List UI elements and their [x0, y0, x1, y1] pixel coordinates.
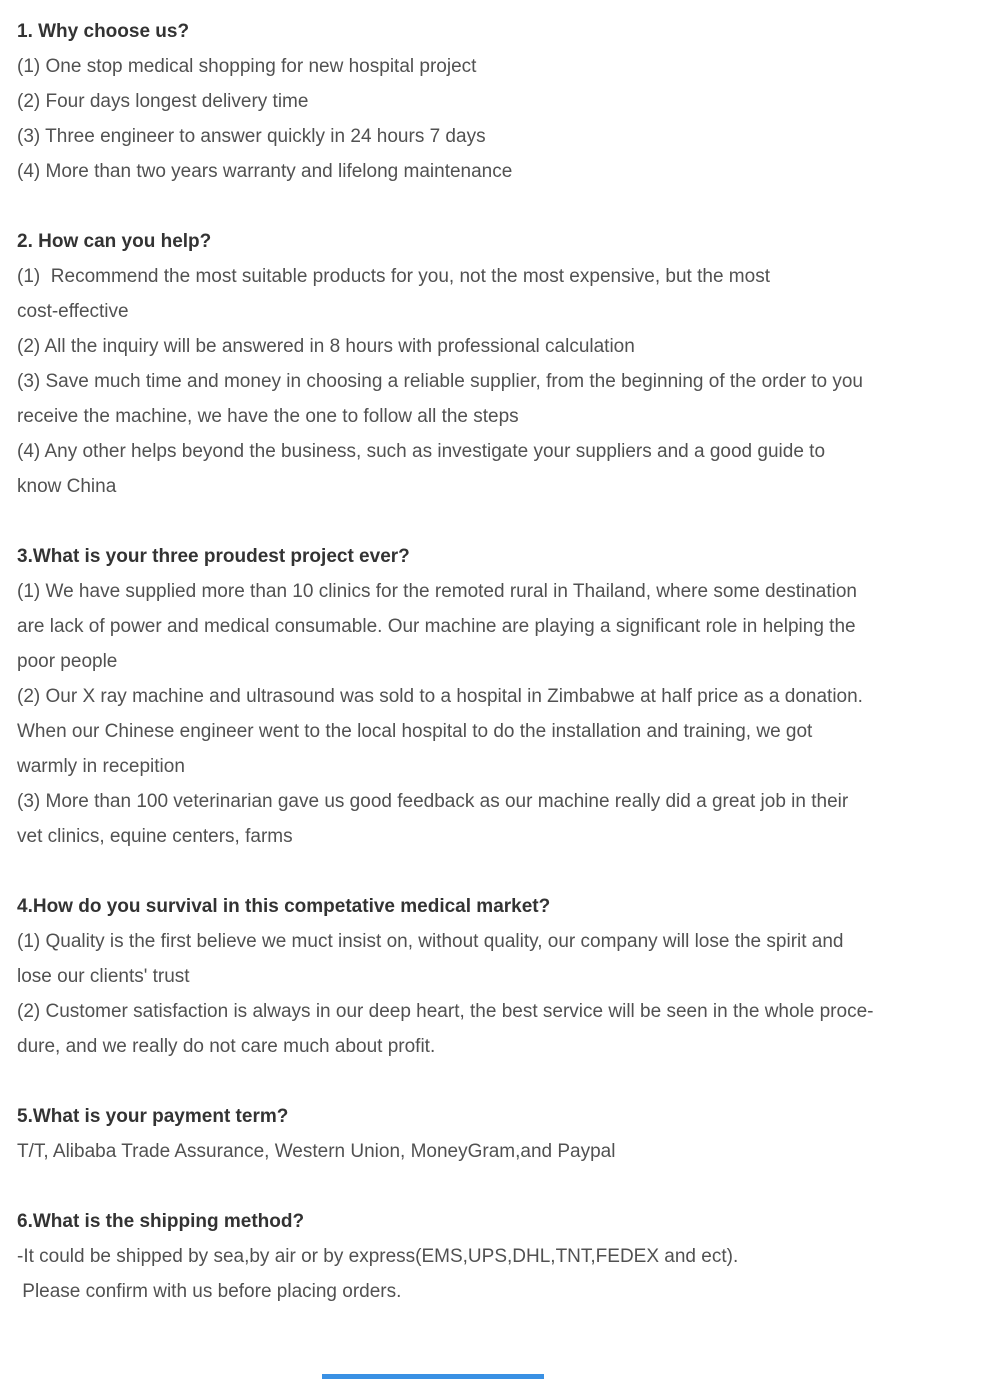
- faq-question-title: 3.What is your three proudest project ever?: [17, 546, 410, 567]
- faq-answer-line: lose our clients' trust: [17, 966, 190, 987]
- faq-answer-line: (2) Customer satisfaction is always in our deep heart, the best service will be seen in the whole proce-: [17, 1001, 874, 1022]
- faq-answer-line: know China: [17, 476, 117, 497]
- faq-answer-line: (4) More than two years warranty and lifelong maintenance: [17, 161, 513, 182]
- faq-answer-line: (3) Three engineer to answer quickly in 24 hours 7 days: [17, 126, 486, 147]
- faq-answer-line: are lack of power and medical consumable. Our machine are playing a significant role in helping the: [17, 616, 856, 637]
- faq-section: [17, 1204, 980, 1309]
- faq-answer-line: (1) Quality is the first believe we muct insist on, without quality, our company will lose the spirit and: [17, 931, 844, 952]
- bottom-progress-bar: [322, 1374, 544, 1379]
- faq-answer-line: cost-effective: [17, 301, 129, 322]
- faq-question-title: 4.How do you survival in this competative medical market?: [17, 896, 551, 917]
- faq-question-title: 6.What is the shipping method?: [17, 1211, 305, 1232]
- faq-answer-line: (3) Save much time and money in choosing a reliable supplier, from the beginning of the order to you: [17, 371, 863, 392]
- faq-section: [17, 539, 980, 854]
- faq-answer-line: T/T, Alibaba Trade Assurance, Western Union, MoneyGram,and Paypal: [17, 1141, 616, 1162]
- faq-answer-line: vet clinics, equine centers, farms: [17, 826, 293, 847]
- faq-answer-line: (2) All the inquiry will be answered in 8 hours with professional calculation: [17, 336, 635, 357]
- faq-question-title: 2. How can you help?: [17, 231, 212, 252]
- faq-answer-line: (3) More than 100 veterinarian gave us good feedback as our machine really did a great job in their: [17, 791, 849, 812]
- faq-question-title: 5.What is your payment term?: [17, 1106, 289, 1127]
- faq-section: [17, 224, 980, 504]
- faq-section: [17, 14, 980, 189]
- faq-answer-line: warmly in recepition: [17, 756, 185, 777]
- faq-answer-line: receive the machine, we have the one to follow all the steps: [17, 406, 519, 427]
- faq-answer-line: -It could be shipped by sea,by air or by express(EMS,UPS,DHL,TNT,FEDEX and ect).: [17, 1246, 739, 1267]
- faq-question-title: 1. Why choose us?: [17, 21, 190, 42]
- faq-answer-line: (1) Recommend the most suitable products for you, not the most expensive, but the most: [17, 266, 770, 287]
- faq-answer-line: (1) We have supplied more than 10 clinics for the remoted rural in Thailand, where some destination: [17, 581, 857, 602]
- faq-answer-line: poor people: [17, 651, 118, 672]
- faq-section: [17, 1099, 980, 1169]
- faq-answer-line: (4) Any other helps beyond the business, such as investigate your suppliers and a good guide to: [17, 441, 826, 462]
- faq-answer-line: (2) Our X ray machine and ultrasound was sold to a hospital in Zimbabwe at half price as a donation.: [17, 686, 863, 707]
- faq-answer-line: Please confirm with us before placing orders.: [17, 1281, 402, 1302]
- faq-section: [17, 889, 980, 1064]
- faq-answer-line: (1) One stop medical shopping for new hospital project: [17, 56, 477, 77]
- faq-answer-line: When our Chinese engineer went to the local hospital to do the installation and training, we got: [17, 721, 813, 742]
- faq-answer-line: dure, and we really do not care much about profit.: [17, 1036, 436, 1057]
- faq-answer-line: (2) Four days longest delivery time: [17, 91, 309, 112]
